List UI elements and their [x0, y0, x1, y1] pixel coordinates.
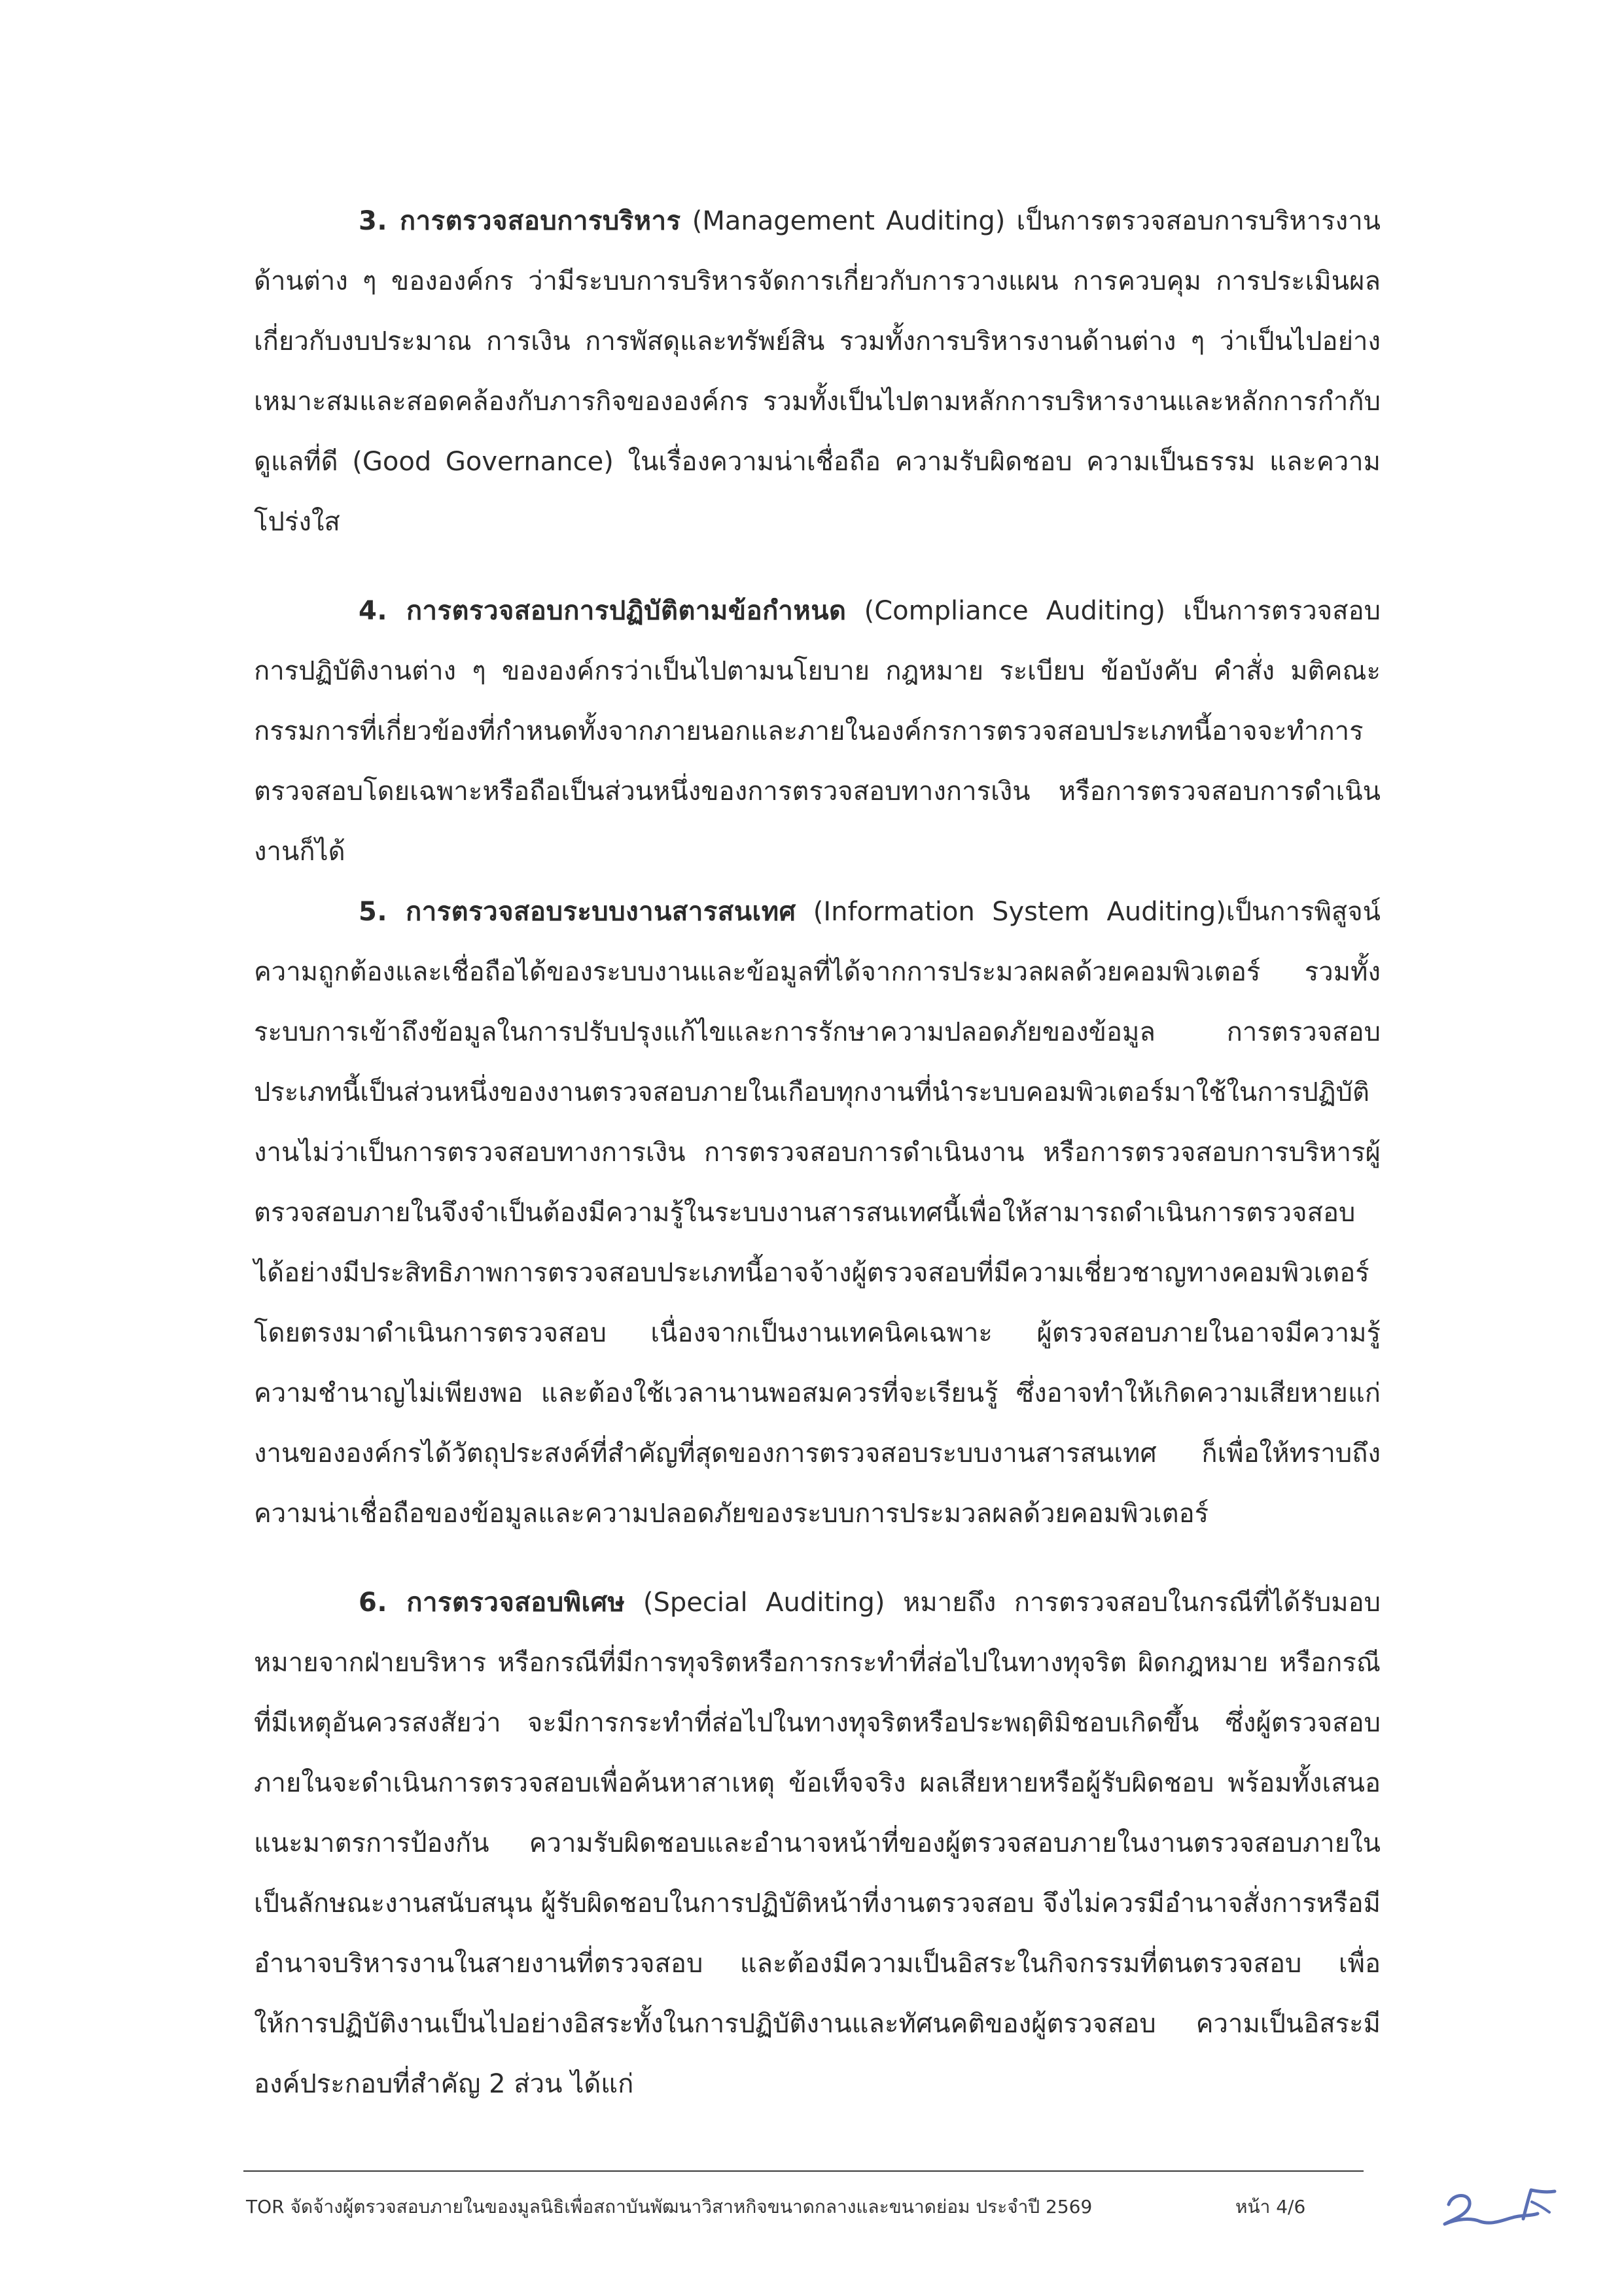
- document-body: [254, 191, 1381, 2114]
- footer-title: TOR จัดจ้างผู้ตรวจสอบภายในของมูลนิธิเพื่อสถาบันพัฒนาวิสาหกิจขนาดกลางและขนาดย่อม ประจำปี 2569: [246, 2196, 1093, 2218]
- paragraph-special-auditing: [254, 1573, 1381, 2114]
- handwritten-initials-signature: [1439, 2178, 1564, 2237]
- paragraph-text: (Information System Auditing)เป็นการพิสูจน์ความถูกต้องและเชื่อถือได้ของระบบงานและข้อมูลที่ได้จากการประมวลผลด้วยคอมพิวเตอร์ รวมทั้งระบบการเข้าถึงข้อมูลในการปรับปรุงแก้ไขและการรักษาความปลอดภัยของข้อมูล การตรวจสอบประเภทนี้เป็นส่วนหนึ่งของงานตรวจสอบภายในเกือบทุกงานที่นำระบบคอมพิวเตอร์มาใช้ในการปฏิบัติงานไม่ว่าเป็นการตรวจสอบทางการเงิน การตรวจสอบการดำเนินงาน หรือการตรวจสอบการบริหารผู้ตรวจสอบภายในจึงจำเป็นต้องมีความรู้ในระบบงานสารสนเทศนี้เพื่อให้สามารถดำเนินการตรวจสอบได้อย่างมีประสิทธิภาพการตรวจสอบประเภทนี้อาจจ้างผู้ตรวจสอบที่มีความเชี่ยวชาญทางคอมพิวเตอร์โดยตรงมาดำเนินการตรวจสอบ เนื่องจากเป็นงานเทคนิคเฉพาะ ผู้ตรวจสอบภายในอาจมีความรู้ ความชำนาญไม่เพียงพอ และต้องใช้เวลานานพอสมควรที่จะเรียนรู้ ซึ่งอาจทำให้เกิดความเสียหายแก่งานขององค์กรได้วัตถุประสงค์ที่สำคัญที่สุดของการตรวจสอบระบบงานสารสนเทศ ก็เพื่อให้ทราบถึงความน่าเชื่อถือของข้อมูลและความปลอดภัยของระบบการประมวลผลด้วยคอมพิวเตอร์: [254, 897, 1381, 1529]
- paragraph-heading: 4. การตรวจสอบการปฏิบัติตามข้อกำหนด: [359, 596, 847, 626]
- paragraph-heading: 6. การตรวจสอบพิเศษ: [359, 1588, 626, 1618]
- footer-divider: [243, 2170, 1364, 2172]
- paragraph-text: (Special Auditing) หมายถึง การตรวจสอบในกรณีที่ได้รับมอบหมายจากฝ่ายบริหาร หรือกรณีที่มีการทุจริตหรือการกระทำที่ส่อไปในทางทุจริต ผิดกฎหมาย หรือกรณีที่มีเหตุอันควรสงสัยว่า จะมีการกระทำที่ส่อไปในทางทุจริตหรือประพฤติมิชอบเกิดขึ้น ซึ่งผู้ตรวจสอบภายในจะดำเนินการตรวจสอบเพื่อค้นหาสาเหตุ ข้อเท็จจริง ผลเสียหายหรือผู้รับผิดชอบ พร้อมทั้งเสนอแนะมาตรการป้องกัน ความรับผิดชอบและอำนาจหน้าที่ของผู้ตรวจสอบภายในงานตรวจสอบภายในเป็นลักษณะงานสนับสนุน ผู้รับผิดชอบในการปฏิบัติหน้าที่งานตรวจสอบ จึงไม่ควรมีอำนาจสั่งการหรือมีอำนาจบริหารงานในสายงานที่ตรวจสอบ และต้องมีความเป็นอิสระในกิจกรรมที่ตนตรวจสอบ เพื่อให้การปฏิบัติงานเป็นไปอย่างอิสระทั้งในการปฏิบัติงานและทัศนคติของผู้ตรวจสอบ ความเป็นอิสระมีองค์ประกอบที่สำคัญ 2 ส่วน ได้แก่: [254, 1588, 1381, 2099]
- paragraph-text: (Compliance Auditing) เป็นการตรวจสอบการปฏิบัติงานต่าง ๆ ขององค์กรว่าเป็นไปตามนโยบาย กฎหมาย ระเบียบ ข้อบังคับ คำสั่ง มติคณะกรรมการที่เกี่ยวข้องที่กำหนดทั้งจากภายนอกและภายในองค์กรการตรวจสอบประเภทนี้อาจจะทำการตรวจสอบโดยเฉพาะหรือถือเป็นส่วนหนึ่งของการตรวจสอบทางการเงิน หรือการตรวจสอบการดำเนินงานก็ได้: [254, 596, 1381, 867]
- paragraph-text: (Management Auditing) เป็นการตรวจสอบการบริหารงานด้านต่าง ๆ ขององค์กร ว่ามีระบบการบริหารจัดการเกี่ยวกับการวางแผน การควบคุม การประเมินผลเกี่ยวกับงบประมาณ การเงิน การพัสดุและทรัพย์สิน รวมทั้งการบริหารงานด้านต่าง ๆ ว่าเป็นไปอย่างเหมาะสมและสอดคล้องกับภารกิจขององค์กร รวมทั้งเป็นไปตามหลักการบริหารงานและหลักการกำกับดูแลที่ดี (Good Governance) ในเรื่องความน่าเชื่อถือ ความรับผิดชอบ ความเป็นธรรม และความโปร่งใส: [254, 206, 1381, 537]
- page-number: หน้า 4/6: [1235, 2196, 1306, 2218]
- paragraph-information-system-auditing: [254, 882, 1381, 1544]
- paragraph-management-auditing: [254, 191, 1381, 552]
- paragraph-heading: 3. การตรวจสอบการบริหาร: [359, 206, 681, 236]
- paragraph-heading: 5. การตรวจสอบระบบงานสารสนเทศ: [359, 897, 796, 927]
- paragraph-compliance-auditing: [254, 581, 1381, 882]
